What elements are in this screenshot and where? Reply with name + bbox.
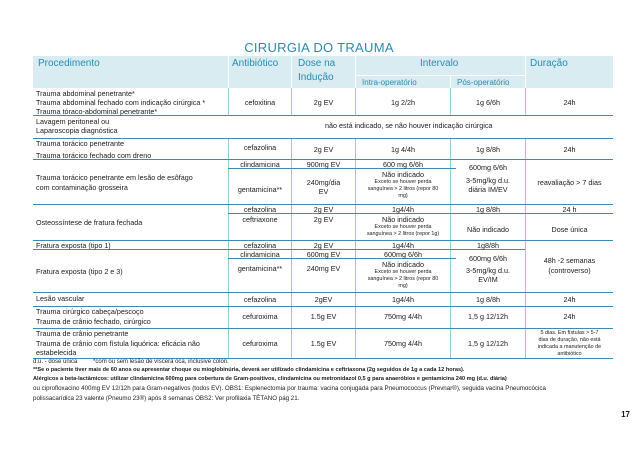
row-procedure: Trauma torácico penetrante bbox=[36, 139, 125, 148]
dose-cell: 900mg EV bbox=[306, 160, 341, 169]
pos-cell: 1g 8/8h bbox=[476, 205, 500, 214]
pos-cell: diária IM/EV bbox=[468, 185, 508, 194]
dose-cell: 2g EV bbox=[313, 145, 334, 154]
dose-cell: 240mg/dia bbox=[306, 178, 341, 187]
antibiotic-cell: cefazolina bbox=[243, 241, 277, 250]
antibiotic-cell: gentamicina** bbox=[237, 264, 283, 273]
header-intervalo: Intervalo bbox=[420, 58, 459, 69]
row-procedure: estabelecida bbox=[36, 348, 77, 357]
intra-cell: Não indicado bbox=[382, 215, 424, 224]
pos-cell: 1g 6/6h bbox=[476, 98, 500, 107]
antibiotic-cell: clindamicina bbox=[240, 160, 280, 169]
footnote-obs2: polissacarídica 23 valente (Pneumo 23®) após 8 semanas OBS2: Ver profilaxia TÉTANO pág 21. bbox=[33, 395, 300, 402]
prophylaxis-table bbox=[33, 88, 613, 359]
antibiotic-cell: cefazolina bbox=[243, 143, 277, 152]
dose-cell: 2g EV bbox=[313, 98, 334, 107]
intra-cell: 1g4/4h bbox=[392, 205, 414, 214]
duration-cell: 48h -2 semanas bbox=[543, 256, 596, 265]
antibiotic-cell: gentamicina** bbox=[237, 185, 283, 194]
pos-cell: 3-5mg/kg d.u. bbox=[466, 176, 510, 185]
duration-cell: 24h bbox=[563, 295, 576, 304]
dose-cell: 2g EV bbox=[313, 241, 334, 250]
intra-note: mg) bbox=[398, 283, 408, 289]
intra-note: Exceto se houver perda bbox=[374, 224, 432, 230]
intra-cell: 1g4/4h bbox=[392, 295, 414, 304]
duration-cell: (controverso) bbox=[548, 266, 591, 275]
antibiotic-cell: cefoxitina bbox=[244, 98, 276, 107]
duration-note: 5 dias. Em fístulas > 5-7 bbox=[540, 330, 599, 336]
dose-cell: 240mg EV bbox=[306, 264, 341, 273]
header-procedimento: Procedimento bbox=[38, 58, 100, 69]
pos-cell: 3-5mg/kg d.u. bbox=[466, 266, 510, 275]
header-intra: Intra-operatório bbox=[362, 78, 417, 87]
dose-cell: 2gEV bbox=[314, 295, 333, 304]
duration-cell: 24h bbox=[563, 312, 576, 321]
duration-note: antibiótico bbox=[557, 351, 582, 357]
row-procedure: Fratura exposta (tipo 2 e 3) bbox=[36, 267, 123, 276]
page-number: 17 bbox=[621, 410, 630, 419]
row-procedure: Trauma torácico fechado com dreno bbox=[36, 151, 152, 160]
header-antibiotico: Antibiótico bbox=[232, 58, 279, 69]
pos-cell: 1g8/8h bbox=[477, 241, 499, 250]
antibiotic-cell: cefazolina bbox=[243, 295, 277, 304]
not-indicated-note: não está indicado, se não houver indicação cirúrgica bbox=[325, 121, 493, 130]
footnote-elderly: **Se o paciente tiver mais de 60 anos ou apresentar choque ou mioglobinúria, deverá ser utilizado clindamicina e ceftriaxona (2g seguidos de 1g a cada 12 horas). bbox=[33, 367, 465, 373]
pos-cell: 1g 8/8h bbox=[476, 145, 500, 154]
dose-cell: EV bbox=[318, 187, 329, 196]
footnote-obs1: ou ciprofloxacino 400mg EV 12/12h para Gram-negativos (todos EV). OBS1: Esplenectomia por trauma: vacina conjugada para Pneumococcus (Prevnar®), seguida vacina Pneumocócica bbox=[33, 385, 546, 392]
row-procedure: Lesão vascular bbox=[36, 294, 85, 303]
dose-cell: 600mg EV bbox=[306, 250, 341, 259]
pos-cell: 1,5 g 12/12h bbox=[468, 339, 508, 348]
antibiotic-cell: cefazolina bbox=[243, 205, 277, 214]
pos-cell: 1,5 g 12/12h bbox=[468, 312, 508, 321]
antibiotic-cell: cefuroxima bbox=[242, 312, 278, 321]
duration-cell: 24h bbox=[563, 145, 576, 154]
pos-cell: EV/IM bbox=[478, 275, 498, 284]
pos-cell: Não indicado bbox=[467, 225, 509, 234]
pos-cell: 1g 8/8h bbox=[476, 295, 500, 304]
intra-note: sanguínea > 2 litros (repor 80 bbox=[367, 276, 439, 282]
intra-cell: 1g 2/2h bbox=[391, 98, 415, 107]
duration-cell: Dose única bbox=[551, 225, 588, 234]
antibiotic-cell: ceftriaxone bbox=[242, 215, 278, 224]
row-procedure: Trauma de crânio fechado, cirúrgico bbox=[36, 317, 151, 326]
footnote-du bbox=[33, 358, 229, 366]
page-title: CIRURGIA DO TRAUMA bbox=[244, 40, 394, 55]
intra-note: sanguínea > 2 litros (repor 1g) bbox=[366, 231, 440, 237]
duration-cell: 24h bbox=[563, 98, 576, 107]
intra-cell: 1g 4/4h bbox=[391, 145, 415, 154]
duration-note: dias de duração, não está bbox=[538, 337, 601, 343]
duration-cell: reavaliação > 7 dias bbox=[537, 178, 602, 187]
footnote-du-text: d.u. - dose única bbox=[33, 359, 78, 365]
intra-note: Exceto se houver perda bbox=[374, 179, 432, 185]
footnote-asterisk: *com ou sem lesão de víscera oca, inclusive colon. bbox=[93, 359, 229, 365]
intra-note: mg) bbox=[398, 193, 408, 199]
header-duracao: Duração bbox=[530, 58, 568, 69]
dose-cell: 1.5g EV bbox=[310, 339, 337, 348]
intra-cell: Não indicado bbox=[382, 170, 424, 179]
intra-cell: 600mg 6/6h bbox=[384, 250, 422, 259]
row-procedure: Trauma de crânio penetrante bbox=[36, 329, 129, 338]
intra-cell: 1g4/4h bbox=[392, 241, 414, 250]
footnote-allergy: Alérgicos a beta-lactâmicos: utilizar clindamicina 600mg para cobertura de Gram-positivos, clindamicina ou metronidazol 0,5 g para anaeróbios e gentamicina 240 mg (d.u. diária) bbox=[33, 376, 507, 382]
dose-cell: 1.5g EV bbox=[310, 312, 337, 321]
intra-cell: 750mg 4/4h bbox=[384, 312, 422, 321]
row-procedure: Trauma abdominal fechado com indicação cirúrgica * bbox=[36, 98, 206, 107]
intra-cell: 750mg 4/4h bbox=[384, 339, 422, 348]
intra-note: sanguínea > 2 litros (repor 80 bbox=[367, 186, 439, 192]
row-procedure: Trauma cirúrgico cabeça/pescoço bbox=[36, 307, 144, 316]
intra-note: Exceto se houver perda bbox=[374, 269, 432, 275]
row-procedure: Trauma tóraco-abdominal penetrante* bbox=[36, 107, 158, 116]
header-dose-1: Dose na bbox=[298, 58, 336, 69]
row-procedure: Trauma abdominal penetrante* bbox=[36, 89, 135, 98]
pos-cell: 600mg 6/6h bbox=[469, 163, 507, 172]
row-procedure: com contaminação grosseira bbox=[36, 183, 128, 192]
duration-note: indicada a manutenção de bbox=[537, 344, 602, 350]
antibiotic-cell: clindamicina bbox=[240, 250, 280, 259]
intra-cell: Não indicado bbox=[382, 260, 424, 269]
row-procedure: Trauma torácico penetrante em lesão de esôfago bbox=[36, 173, 193, 182]
intra-cell: 600 mg 6/6h bbox=[383, 160, 423, 169]
header-dose-2: Indução bbox=[298, 72, 334, 83]
dose-cell: 2g EV bbox=[313, 205, 334, 214]
row-procedure: Osteossíntese de fratura fechada bbox=[36, 218, 143, 227]
pos-cell: 600mg 6/6h bbox=[469, 254, 507, 263]
row-procedure: Lavagem peritoneal ou bbox=[36, 117, 110, 126]
row-procedure: Fratura exposta (tipo 1) bbox=[36, 241, 111, 250]
duration-cell: 24 h bbox=[562, 205, 577, 214]
row-procedure: Trauma de crânio com fístula liquórica: eficácia não bbox=[36, 339, 200, 348]
dose-cell: 2g EV bbox=[313, 215, 334, 224]
antibiotic-cell: cefuroxima bbox=[242, 339, 278, 348]
header-pos: Pós-operatório bbox=[457, 78, 510, 87]
row-procedure: Laparoscopia diagnóstica bbox=[36, 126, 118, 135]
